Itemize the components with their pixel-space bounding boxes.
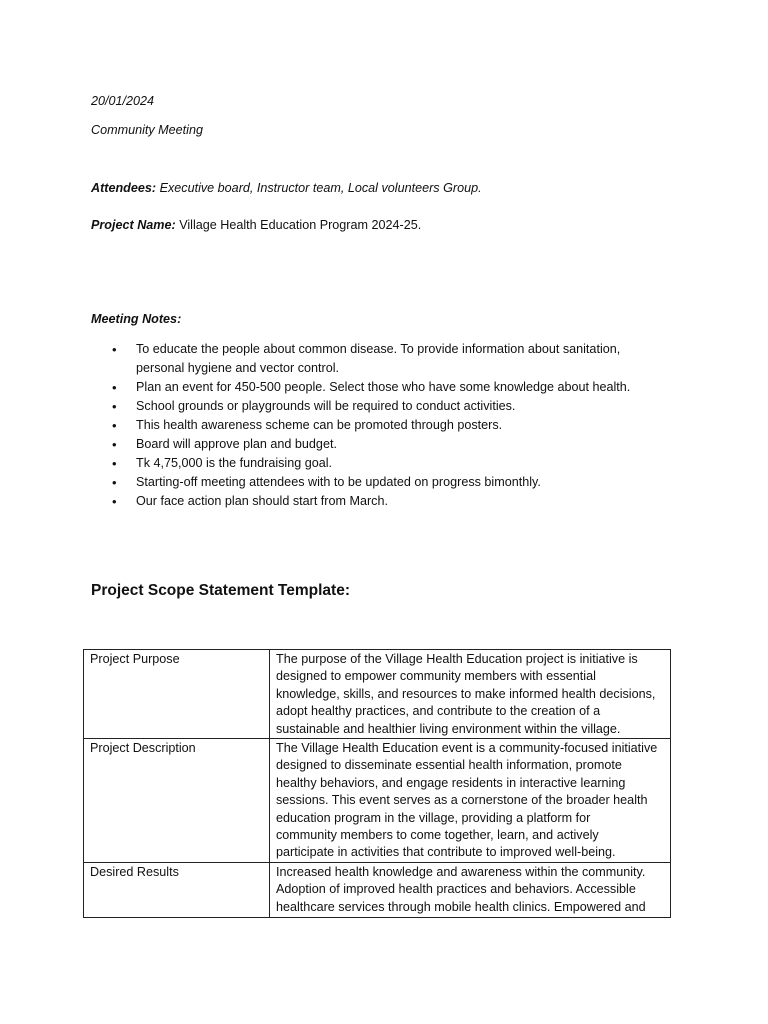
bullet-icon: •	[112, 399, 117, 414]
meeting-notes-list	[91, 340, 651, 511]
bullet-icon: •	[112, 437, 117, 452]
meeting-notes-heading: Meeting Notes:	[91, 312, 182, 326]
table-row	[84, 862, 671, 917]
list-item-text: Plan an event for 450-500 people. Select those who have some knowledge about health.	[136, 380, 631, 394]
cell-text-line: healthy behaviors, and engage residents in interactive learning	[276, 775, 626, 790]
scope-heading: Project Scope Statement Template:	[91, 582, 350, 599]
list-item	[91, 473, 651, 492]
cell-text-line: The purpose of the Village Health Education project is initiative is	[276, 652, 638, 666]
bullet-icon: •	[112, 475, 117, 490]
list-item-text: Starting-off meeting attendees with to be updated on progress bimonthly.	[136, 475, 541, 489]
list-item-text: personal hygiene and vector control.	[136, 361, 340, 375]
bullet-icon: •	[112, 380, 117, 395]
list-item-text: School grounds or playgrounds will be required to conduct activities.	[136, 399, 516, 413]
cell-text-line: Adoption of improved health practices and behaviors. Accessible	[276, 882, 636, 897]
row-label-cell: Project Description	[84, 739, 270, 863]
row-label-cell: Project Purpose	[84, 650, 270, 739]
cell-text-line: healthcare services through mobile health clinics. Empowered and	[276, 899, 646, 914]
list-item-text: This health awareness scheme can be promoted through posters.	[136, 418, 503, 432]
list-item	[91, 492, 651, 511]
cell-text-line: Increased health knowledge and awareness within the community.	[276, 864, 646, 879]
list-item	[91, 454, 651, 473]
list-item	[91, 397, 651, 416]
scope-table	[83, 649, 671, 918]
cell-text-line: designed to empower community members with essential	[276, 669, 596, 684]
list-item-text: Board will approve plan and budget.	[136, 437, 337, 451]
bullet-icon: •	[112, 494, 117, 509]
cell-text-line: adopt healthy practices, and contribute to the creation of a	[276, 704, 601, 719]
cell-text-line: sessions. This event serves as a cornerstone of the broader health	[276, 793, 648, 808]
project-name-value: Village Health Education Program 2024-25.	[179, 218, 422, 232]
list-item	[91, 416, 651, 435]
table-row	[84, 739, 671, 863]
cell-text-line: participate in activities that contribute to improved well-being.	[276, 845, 616, 860]
list-item-text: To educate the people about common disease. To provide information about sanitation,	[136, 342, 621, 356]
bullet-icon: •	[112, 456, 117, 471]
attendees-value: Executive board, Instructor team, Local volunteers Group.	[159, 181, 482, 195]
cell-text-line: designed to disseminate essential health information, promote	[276, 758, 622, 773]
cell-text-line: community members to come together, learn, and actively	[276, 828, 599, 843]
table-row	[84, 650, 671, 739]
cell-text-line: sustainable and healthier living environment within the village.	[276, 721, 621, 736]
row-value-cell	[270, 650, 671, 739]
cell-text-line: knowledge, skills, and resources to make informed health decisions,	[276, 686, 656, 701]
row-value-cell	[270, 862, 671, 917]
list-item	[91, 378, 651, 397]
cell-text-line: education program in the village, providing a platform for	[276, 810, 591, 825]
attendees-line	[91, 181, 482, 195]
project-name-line	[91, 218, 421, 232]
meeting-title: Community Meeting	[91, 123, 203, 137]
list-item-text: Tk 4,75,000 is the fundraising goal.	[136, 456, 333, 470]
row-label-cell: Desired Results	[84, 862, 270, 917]
list-item-text: Our face action plan should start from March.	[136, 494, 388, 508]
meeting-date: 20/01/2024	[91, 94, 155, 108]
cell-text-line: The Village Health Education event is a community-focused initiative	[276, 741, 658, 756]
row-value-cell	[270, 739, 671, 863]
bullet-icon: •	[112, 418, 117, 433]
attendees-label: Attendees:	[91, 181, 157, 195]
list-item	[91, 435, 651, 454]
list-item	[91, 340, 651, 378]
project-name-label: Project Name:	[91, 218, 176, 232]
bullet-icon: •	[112, 342, 117, 357]
